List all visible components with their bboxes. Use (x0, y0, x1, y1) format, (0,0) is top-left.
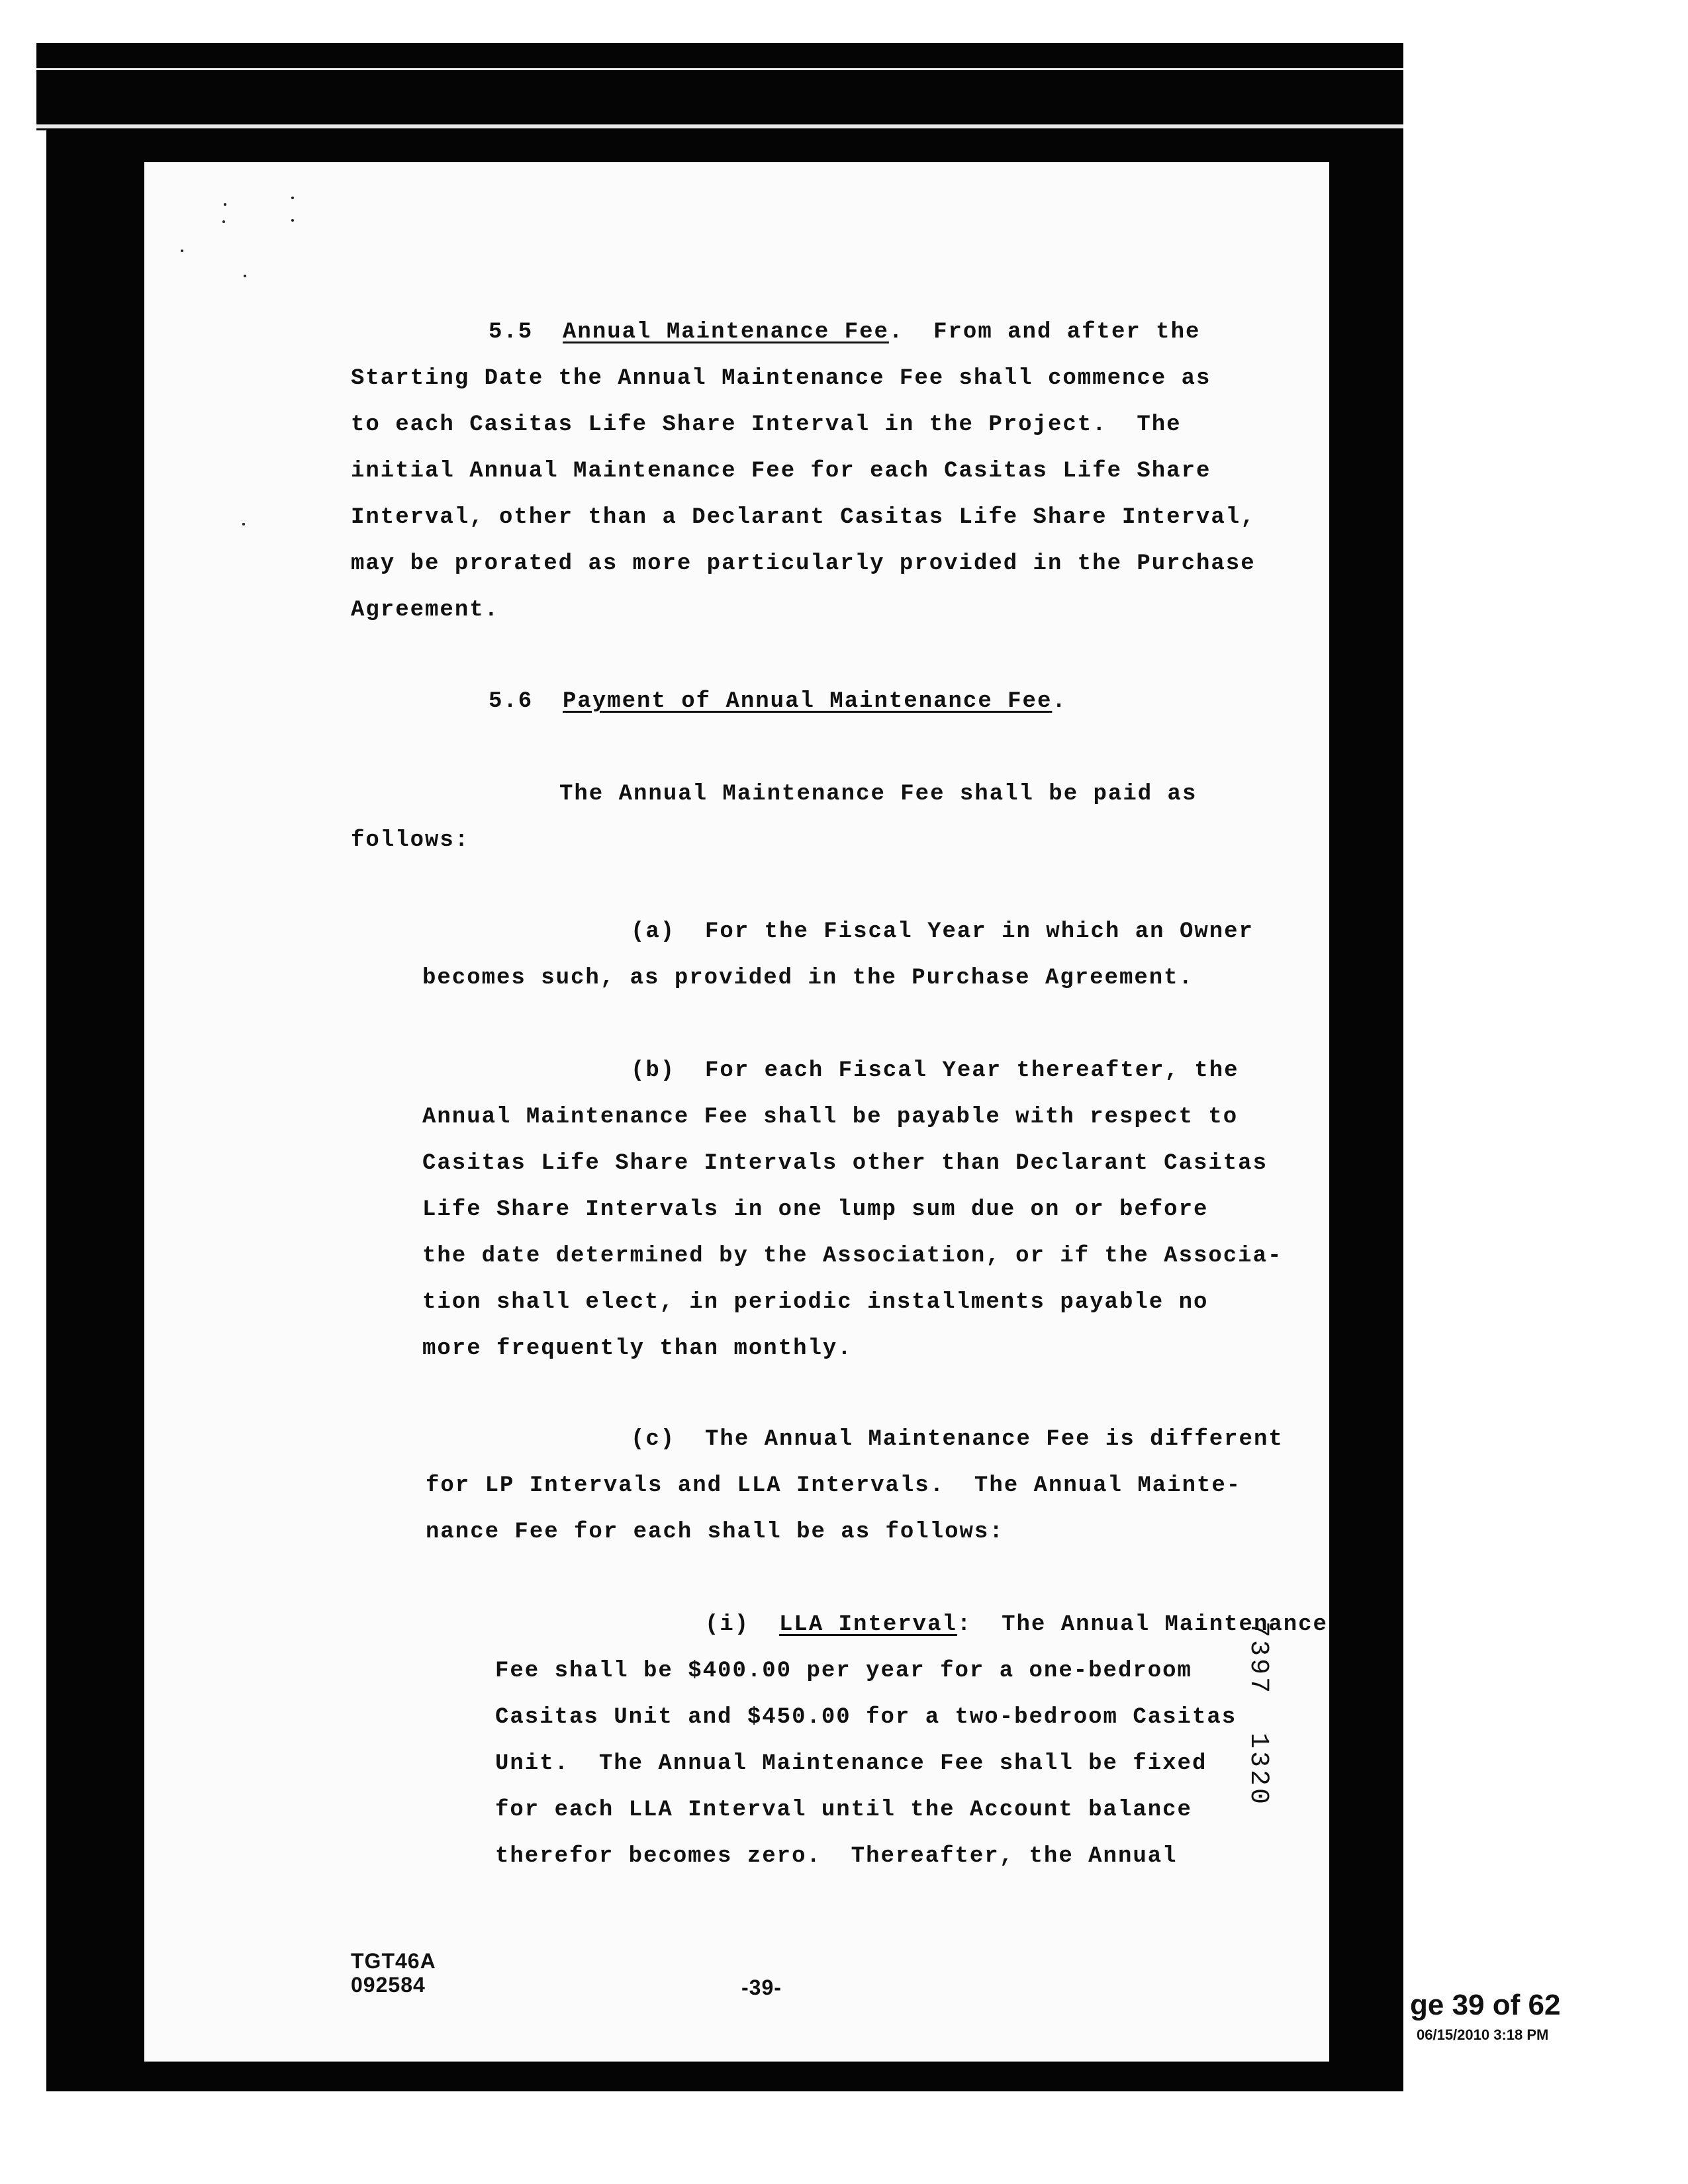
section-5-5-first-line: 5.5 Annual Maintenance Fee. From and after the (489, 320, 1201, 345)
item-b-first-line: (b) For each Fiscal Year thereafter, the (631, 1058, 1239, 1083)
paragraph-line: nance Fee for each shall be as follows: (426, 1520, 1004, 1545)
item-c-i-heading: LLA Interval (779, 1612, 957, 1637)
speck (291, 219, 294, 222)
scan-top-band (36, 43, 1403, 130)
paragraph-line: Life Share Intervals in one lump sum due on or before (422, 1197, 1209, 1222)
paragraph-line: Annual Maintenance Fee shall be payable with respect to (422, 1105, 1239, 1130)
paragraph-line: therefor becomes zero. Thereafter, the Annual (495, 1844, 1178, 1869)
scan-top-rule-lower (36, 124, 1403, 128)
section-5-6-heading: Payment of Annual Maintenance Fee (563, 689, 1053, 714)
document-page (144, 162, 1329, 2062)
paragraph-line: to each Casitas Life Share Interval in the Project. The (351, 412, 1182, 437)
viewer-timestamp: 06/15/2010 3:18 PM (1417, 2026, 1549, 2043)
scan-top-rule (36, 68, 1403, 70)
section-5-5-heading: Annual Maintenance Fee (563, 320, 889, 345)
footer-code-1: TGT46A (351, 1949, 436, 1973)
paragraph-line: Starting Date the Annual Maintenance Fee shall commence as (351, 366, 1211, 391)
speck (244, 275, 246, 277)
paragraph-line: Casitas Life Share Intervals other than Declarant Casitas (422, 1151, 1268, 1176)
paragraph-line: for each LLA Interval until the Account balance (495, 1797, 1192, 1823)
paragraph-line: Interval, other than a Declarant Casitas Life Share Interval, (351, 505, 1256, 530)
viewer-page-label: ge 39 of 62 (1410, 1989, 1561, 2021)
speck (224, 203, 226, 206)
speck (242, 523, 245, 525)
paragraph-line: Casitas Unit and $450.00 for a two-bedroom Casitas (495, 1705, 1237, 1730)
paragraph-line: may be prorated as more particularly provided in the Purchase (351, 551, 1256, 576)
item-c-i-first-line: (i) LLA Interval: The Annual Maintenance (705, 1612, 1328, 1637)
item-c-first-line: (c) The Annual Maintenance Fee is different (631, 1427, 1284, 1452)
paragraph-line: becomes such, as provided in the Purchase Agreement. (422, 966, 1194, 991)
paragraph-line: for LP Intervals and LLA Intervals. The Annual Mainte- (426, 1473, 1242, 1498)
section-5-6-heading-line: 5.6 Payment of Annual Maintenance Fee. (489, 689, 1067, 714)
speck (291, 197, 294, 199)
side-stamp-number: 7397 1320 (1243, 1621, 1273, 1807)
footer-page-number: -39- (741, 1976, 782, 1999)
footer-code-2: 092584 (351, 1973, 426, 1997)
paragraph-line: Fee shall be $400.00 per year for a one-bedroom (495, 1659, 1192, 1684)
paragraph-line: Unit. The Annual Maintenance Fee shall be fixed (495, 1751, 1207, 1776)
paragraph-line: tion shall elect, in periodic installments payable no (422, 1290, 1209, 1315)
item-a-first-line: (a) For the Fiscal Year in which an Owner (631, 919, 1254, 944)
paragraph-line: initial Annual Maintenance Fee for each Casitas Life Share (351, 459, 1211, 484)
paragraph-line: follows: (351, 828, 470, 853)
paragraph-line: the date determined by the Association, or if the Associa- (422, 1244, 1283, 1269)
speck (181, 250, 183, 252)
paragraph-line: more frequently than monthly. (422, 1336, 853, 1361)
paragraph-line: Agreement. (351, 598, 500, 623)
paragraph-line: The Annual Maintenance Fee shall be paid as (559, 782, 1197, 807)
speck (222, 220, 225, 223)
